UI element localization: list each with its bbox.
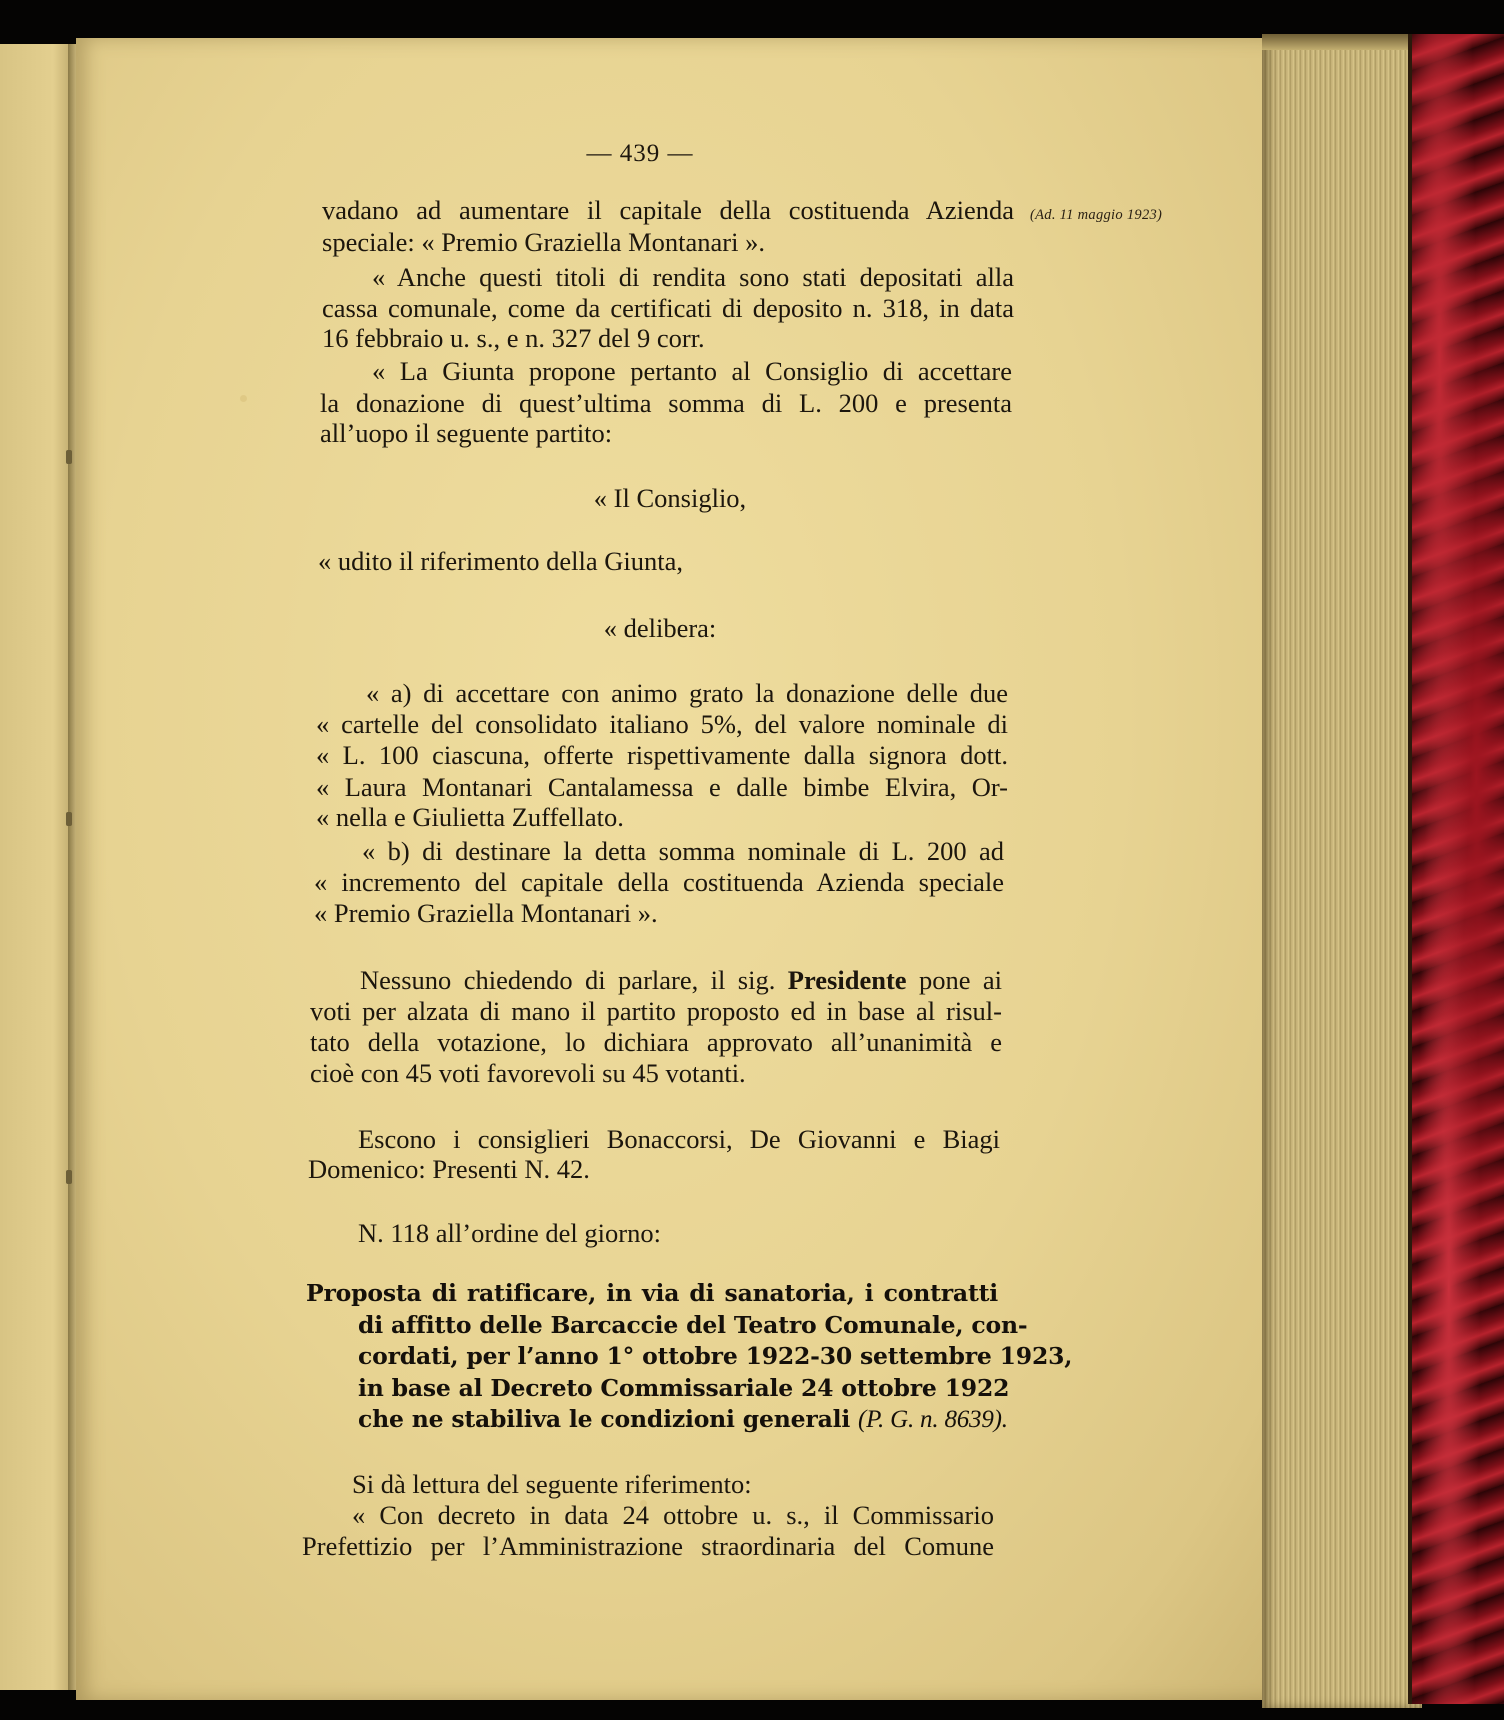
text-line: voti per alzata di mano il partito proposto ed in base al risul-: [310, 996, 1002, 1026]
text-line: « Premio Graziella Montanari ».: [314, 898, 658, 928]
book-block-edges: [1262, 34, 1422, 1708]
text-line: cioè con 45 voti favorevoli su 45 votanti.: [310, 1058, 746, 1088]
marbled-cover: [1412, 34, 1504, 1704]
text-line: Prefettizio per l’Amministrazione straordinaria del Comune: [302, 1531, 994, 1561]
text-line: Escono i consiglieri Bonaccorsi, De Giovanni e Biagi: [358, 1124, 1000, 1154]
text-line: « Con decreto in data 24 ottobre u. s., il Commissario: [352, 1500, 994, 1530]
text-line: « La Giunta propone pertanto al Consiglio di accettare: [372, 356, 1012, 386]
proposal-title-line: [358, 1404, 1008, 1435]
protocol-reference: (P. G. n. 8639).: [858, 1406, 1008, 1433]
resolution-verb: « delibera:: [603, 613, 717, 643]
paper-spot: [240, 395, 247, 402]
agenda-item: N. 118 all’ordine del giorno:: [358, 1218, 661, 1248]
text-line: la donazione di quest’ultima somma di L. 200 e presenta: [320, 388, 1012, 418]
margin-date-note: (Ad. 11 maggio 1923): [1030, 207, 1163, 223]
binding-stitch: [66, 812, 72, 826]
text-line: 16 febbraio u. s., e n. 327 del 9 corr.: [322, 323, 705, 353]
text-line: vadano ad aumentare il capitale della costituenda Azienda: [322, 195, 1014, 225]
resolution-heading: « Il Consiglio,: [593, 483, 747, 513]
text-line: « nella e Giulietta Zuffellato.: [316, 802, 624, 832]
text-line: « cartelle del consolidato italiano 5%, del valore nominale di: [316, 709, 1008, 739]
text-line: « L. 100 ciascuna, offerte rispettivamente dalla signora dott.: [316, 740, 1008, 770]
book-block-top: [1262, 34, 1422, 50]
binding-stitch: [66, 1170, 72, 1184]
text-line: Domenico: Presenti N. 42.: [308, 1154, 590, 1184]
page-number: — 439 —: [586, 140, 694, 167]
text-line: « a) di accettare con animo grato la donazione delle due: [366, 678, 1008, 708]
proposal-title-line: Proposta di ratificare, in via di sanatoria, i contratti: [306, 1279, 998, 1307]
vote-text: pone ai: [918, 965, 1003, 995]
text-line: tato della votazione, lo dichiara approvato all’unanimità e: [310, 1027, 1002, 1057]
vote-text: Nessuno chiedendo di parlare, il sig.: [360, 965, 776, 995]
text-line: « udito il riferimento della Giunta,: [318, 546, 684, 576]
text-line: « Laura Montanari Cantalamessa e dalle bimbe Elvira, Or-: [316, 772, 1008, 802]
text-line: all’uopo il seguente partito:: [320, 418, 613, 448]
text-line: cassa comunale, come da certificati di deposito n. 318, in data: [322, 293, 1014, 323]
previous-page-edge: [0, 44, 76, 1690]
proposal-title-line: cordati, per l’anno 1° ottobre 1922-30 settembre 1923,: [358, 1342, 1073, 1370]
president-name: Presidente: [787, 965, 907, 995]
proposal-title-text: che ne stabiliva le condizioni generali: [358, 1405, 851, 1433]
text-line: speciale: « Premio Graziella Montanari ».: [322, 227, 765, 257]
proposal-title-line: di affitto delle Barcaccie del Teatro Comunale, con-: [358, 1311, 1028, 1339]
text-line: « b) di destinare la detta somma nominale di L. 200 ad: [362, 836, 1004, 866]
proposal-title-line: in base al Decreto Commissariale 24 ottobre 1922: [358, 1374, 1010, 1402]
text-line: « incremento del capitale della costituenda Azienda speciale: [314, 867, 1004, 897]
binding-stitch: [66, 450, 72, 464]
text-line: [360, 965, 1002, 997]
text-line: Si dà lettura del seguente riferimento:: [352, 1469, 752, 1499]
text-line: « Anche questi titoli di rendita sono stati depositati alla: [372, 262, 1014, 292]
